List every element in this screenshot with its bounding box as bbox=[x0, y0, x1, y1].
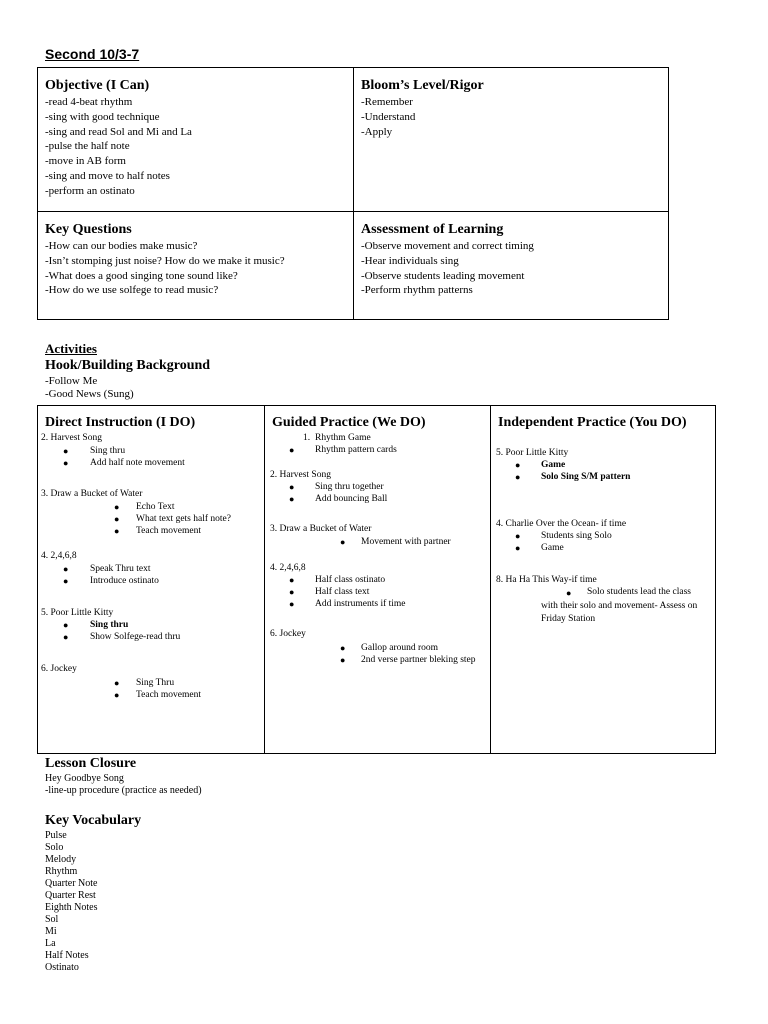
step: 2nd verse partner bleking step bbox=[361, 655, 476, 665]
step: Sing thru together bbox=[315, 482, 384, 492]
activities-heading: Activities bbox=[45, 341, 97, 356]
guided-heading: Guided Practice (We DO) bbox=[272, 415, 426, 430]
hook-item: -Good News (Sung) bbox=[45, 388, 134, 400]
step: Teach movement bbox=[136, 690, 202, 700]
step: Sing thru bbox=[90, 446, 126, 456]
blooms-item: -Remember bbox=[361, 96, 413, 108]
bullet-icon: ● bbox=[340, 655, 346, 665]
vocabulary-heading: Key Vocabulary bbox=[45, 813, 142, 828]
vocabulary-item: Melody bbox=[45, 854, 77, 865]
song-title: 2. Harvest Song bbox=[270, 470, 331, 480]
bullet-icon: ● bbox=[515, 543, 521, 553]
bullet-icon: ● bbox=[114, 678, 120, 688]
vocabulary-item: Sol bbox=[45, 914, 59, 925]
step: Half class ostinato bbox=[315, 575, 386, 585]
vocabulary-section bbox=[45, 812, 141, 974]
step: Introduce ostinato bbox=[90, 576, 159, 586]
bullet-icon: ● bbox=[515, 460, 521, 470]
bullet-icon: ● bbox=[566, 588, 572, 598]
assessment-heading: Assessment of Learning bbox=[361, 222, 504, 237]
objective-item: -read 4-beat rhythm bbox=[45, 96, 133, 108]
vocabulary-item: Eighth Notes bbox=[45, 902, 98, 913]
key-questions-heading: Key Questions bbox=[45, 222, 132, 237]
assessment-cell bbox=[354, 212, 668, 319]
objective-cell bbox=[38, 68, 354, 212]
step: Solo students lead the class with their solo and movement- Assess on Friday Station bbox=[541, 587, 698, 624]
guided-practice-column bbox=[265, 406, 491, 753]
step: Gallop around room bbox=[361, 643, 439, 653]
vocabulary-item: Quarter Note bbox=[45, 878, 98, 889]
song-title: 4. 2,4,6,8 bbox=[41, 551, 77, 561]
step: Half class text bbox=[315, 587, 370, 597]
step: Game bbox=[541, 543, 564, 553]
song-title: 3. Draw a Bucket of Water bbox=[270, 524, 372, 534]
vocabulary-item: Ostinato bbox=[45, 962, 79, 973]
key-question-item: -How do we use solfege to read music? bbox=[45, 284, 219, 297]
step: Game bbox=[541, 460, 566, 470]
step: Teach movement bbox=[136, 526, 202, 536]
bullet-icon: ● bbox=[63, 632, 69, 642]
closure-item: Hey Goodbye Song bbox=[45, 773, 124, 784]
direct-heading: Direct Instruction (I DO) bbox=[45, 415, 196, 430]
key-question-item: -How can our bodies make music? bbox=[45, 240, 198, 252]
song-title: 3. Draw a Bucket of Water bbox=[41, 489, 143, 499]
assessment-item: -Observe movement and correct timing bbox=[361, 240, 534, 252]
hook-heading: Hook/Building Background bbox=[45, 358, 211, 373]
objective-item: -sing and move to half notes bbox=[45, 169, 170, 182]
objective-item: -perform an ostinato bbox=[45, 184, 135, 197]
bullet-icon: ● bbox=[515, 472, 521, 482]
bullet-icon: ● bbox=[63, 620, 69, 630]
song-title: 6. Jockey bbox=[270, 629, 306, 639]
bullet-icon: ● bbox=[340, 643, 346, 653]
song-title: 8. Ha Ha This Way-if time bbox=[496, 575, 597, 585]
bullet-icon: ● bbox=[289, 599, 295, 609]
key-question-item: -What does a good singing tone sound like? bbox=[45, 269, 238, 282]
independent-heading: Independent Practice (You DO) bbox=[498, 415, 687, 430]
practice-table bbox=[37, 405, 716, 754]
bullet-icon: ● bbox=[340, 537, 346, 547]
bullet-icon: ● bbox=[515, 531, 521, 541]
bullet-icon: ● bbox=[114, 690, 120, 700]
blooms-heading: Bloom’s Level/Rigor bbox=[361, 78, 484, 93]
list-number: 1. bbox=[303, 433, 311, 443]
song-title: 6. Jockey bbox=[41, 664, 77, 674]
page-title: Second 10/3-7 bbox=[45, 46, 140, 62]
assessment-item: -Hear individuals sing bbox=[361, 254, 459, 267]
bullet-icon: ● bbox=[63, 564, 69, 574]
hook-item: -Follow Me bbox=[45, 375, 98, 387]
vocabulary-item: La bbox=[45, 938, 56, 949]
assessment-item: -Observe students leading movement bbox=[361, 269, 525, 282]
step: Echo Text bbox=[136, 502, 175, 512]
closure-heading: Lesson Closure bbox=[45, 756, 137, 771]
step: Movement with partner bbox=[361, 537, 451, 547]
key-question-item: -Isn’t stomping just noise? How do we make it music? bbox=[45, 254, 285, 267]
independent-practice-column bbox=[491, 406, 715, 753]
vocabulary-item: Solo bbox=[45, 842, 64, 853]
key-questions-cell bbox=[38, 212, 354, 319]
objective-item: -sing with good technique bbox=[45, 110, 160, 123]
blooms-item: -Understand bbox=[361, 110, 416, 123]
objective-heading: Objective (I Can) bbox=[45, 78, 150, 93]
vocabulary-item: Half Notes bbox=[45, 950, 89, 961]
objective-item: -pulse the half note bbox=[45, 140, 130, 153]
song-title: 5. Poor Little Kitty bbox=[496, 448, 569, 458]
step: Speak Thru text bbox=[90, 564, 151, 574]
vocabulary-item: Mi bbox=[45, 926, 57, 937]
step: Sing Thru bbox=[136, 678, 175, 688]
activities-section bbox=[45, 341, 210, 401]
bullet-icon: ● bbox=[63, 446, 69, 456]
bullet-icon: ● bbox=[289, 587, 295, 597]
closure-section bbox=[45, 755, 202, 797]
step: Show Solfege-read thru bbox=[90, 632, 181, 642]
step: Add instruments if time bbox=[315, 599, 406, 609]
bullet-icon: ● bbox=[63, 458, 69, 468]
step: Sing thru bbox=[90, 620, 129, 630]
vocabulary-item: Pulse bbox=[45, 830, 67, 841]
bullet-icon: ● bbox=[114, 514, 120, 524]
step: Rhythm pattern cards bbox=[315, 445, 397, 455]
bullet-icon: ● bbox=[114, 526, 120, 536]
objective-item: -sing and read Sol and Mi and La bbox=[45, 125, 192, 138]
bullet-icon: ● bbox=[63, 576, 69, 586]
objective-item: -move in AB form bbox=[45, 155, 126, 168]
step: Solo Sing S/M pattern bbox=[541, 472, 631, 482]
blooms-cell bbox=[354, 68, 668, 212]
bullet-icon: ● bbox=[289, 575, 295, 585]
bullet-icon: ● bbox=[289, 494, 295, 504]
song-title: Rhythm Game bbox=[315, 433, 371, 443]
bullet-icon: ● bbox=[289, 445, 295, 455]
direct-instruction-column bbox=[38, 406, 265, 753]
blooms-item: -Apply bbox=[361, 125, 393, 138]
assessment-item: -Perform rhythm patterns bbox=[361, 284, 473, 297]
closure-item: -line-up procedure (practice as needed) bbox=[45, 785, 202, 796]
song-title: 2. Harvest Song bbox=[41, 433, 102, 443]
vocabulary-item: Rhythm bbox=[45, 866, 78, 877]
vocabulary-item: Quarter Rest bbox=[45, 890, 96, 901]
song-title: 4. Charlie Over the Ocean- if time bbox=[496, 519, 627, 529]
step: Add bouncing Ball bbox=[315, 494, 388, 504]
song-title: 5. Poor Little Kitty bbox=[41, 608, 114, 618]
bullet-icon: ● bbox=[114, 502, 120, 512]
bullet-icon: ● bbox=[289, 482, 295, 492]
planning-table bbox=[37, 67, 669, 320]
step: Add half note movement bbox=[90, 458, 185, 468]
song-title: 4. 2,4,6,8 bbox=[270, 563, 306, 573]
step: What text gets half note? bbox=[136, 514, 231, 524]
step: Students sing Solo bbox=[541, 531, 612, 541]
